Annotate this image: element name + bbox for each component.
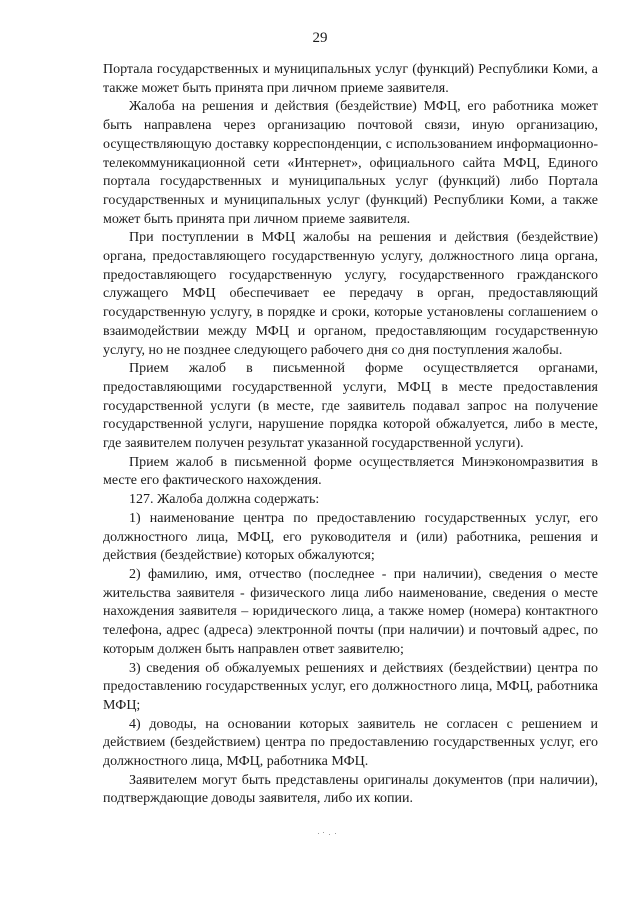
document-body xyxy=(103,61,598,809)
paragraph-written-complaints-mfc: Прием жалоб в письменной форме осуществляется органами, предоставляющими государственной услуги, МФЦ в месте предоставления государственной услуги (в месте, где заявитель подавал запрос на получение государственной услуги, нарушение порядка которой обжалуется, либо в месте, где заявителем получен результат указанной государственной услуги). xyxy=(103,361,598,452)
list-item-1: 1) наименование центра по предоставлению государственных услуг, его должностного лица, МФЦ, его руководителя и (или) работника, решения и действия (бездействие) которых обжалуются; xyxy=(103,510,598,564)
paragraph-complaint-against-mfc: Жалоба на решения и действия (бездействие) МФЦ, его работника может быть направлена через организацию почтовой связи, иную организацию, осуществляющую доставку корреспонденции, с использованием информационно-телекоммуникационной сети «Интернет», официального сайта МФЦ, Единого портала государственных и муниципальных услуг (функций) либо Портала государственных и муниципальных услуг (функций) Республики Коми, а также может быть принята при личном приеме заявителя. xyxy=(103,99,598,227)
paragraph-written-complaints-ministry: Прием жалоб в письменной форме осуществляется Минэкономразвития в месте его фактического нахождения. xyxy=(103,454,598,489)
list-item-3: 3) сведения об обжалуемых решениях и действиях (бездействии) центра по предоставлению государственных услуг, его должностного лица, МФЦ, работника МФЦ; xyxy=(103,660,598,713)
list-item-4: 4) доводы, на основании которых заявитель не согласен с решением и действием (бездействием) центра по предоставлению государственных услуг, его должностного лица, МФЦ, работника МФЦ. xyxy=(103,716,598,770)
paragraph-complaint-forwarding: При поступлении в МФЦ жалобы на решения и действия (бездействие) органа, предоставляющего государственную услугу, должностного лица органа, предоставляющего государственную услугу, государственного гражданского служащего МФЦ обеспечивает ее передачу в орган, предоставляющий государственную услугу, в порядке и сроки, которые установлены соглашением о взаимодействии между МФЦ и органом, предоставляющим государственную услугу, но не позднее следующего рабочего дня со дня поступления жалобы. xyxy=(103,230,598,358)
list-item-2: 2) фамилию, имя, отчество (последнее - при наличии), сведения о месте жительства заявителя - физического лица либо наименование, сведения о месте нахождения заявителя – юридического лица, а также номер (номера) контактного телефона, адрес (адреса) электронной почты (при наличии) и почтовый адрес, по которым должен быть направлен ответ заявителю; xyxy=(103,566,598,657)
paragraph-original-documents: Заявителем могут быть представлены оригиналы документов (при наличии), подтверждающие доводы заявителя, либо их копии. xyxy=(103,772,598,807)
page-number: 29 xyxy=(312,30,328,46)
paragraph-complaint-portal-continuation: Портала государственных и муниципальных услуг (функций) Республики Коми, а также может быть принята при личном приеме заявителя. xyxy=(103,62,598,96)
scan-artifact xyxy=(318,832,340,836)
paragraph-item-127: 127. Жалоба должна содержать: xyxy=(129,492,320,508)
